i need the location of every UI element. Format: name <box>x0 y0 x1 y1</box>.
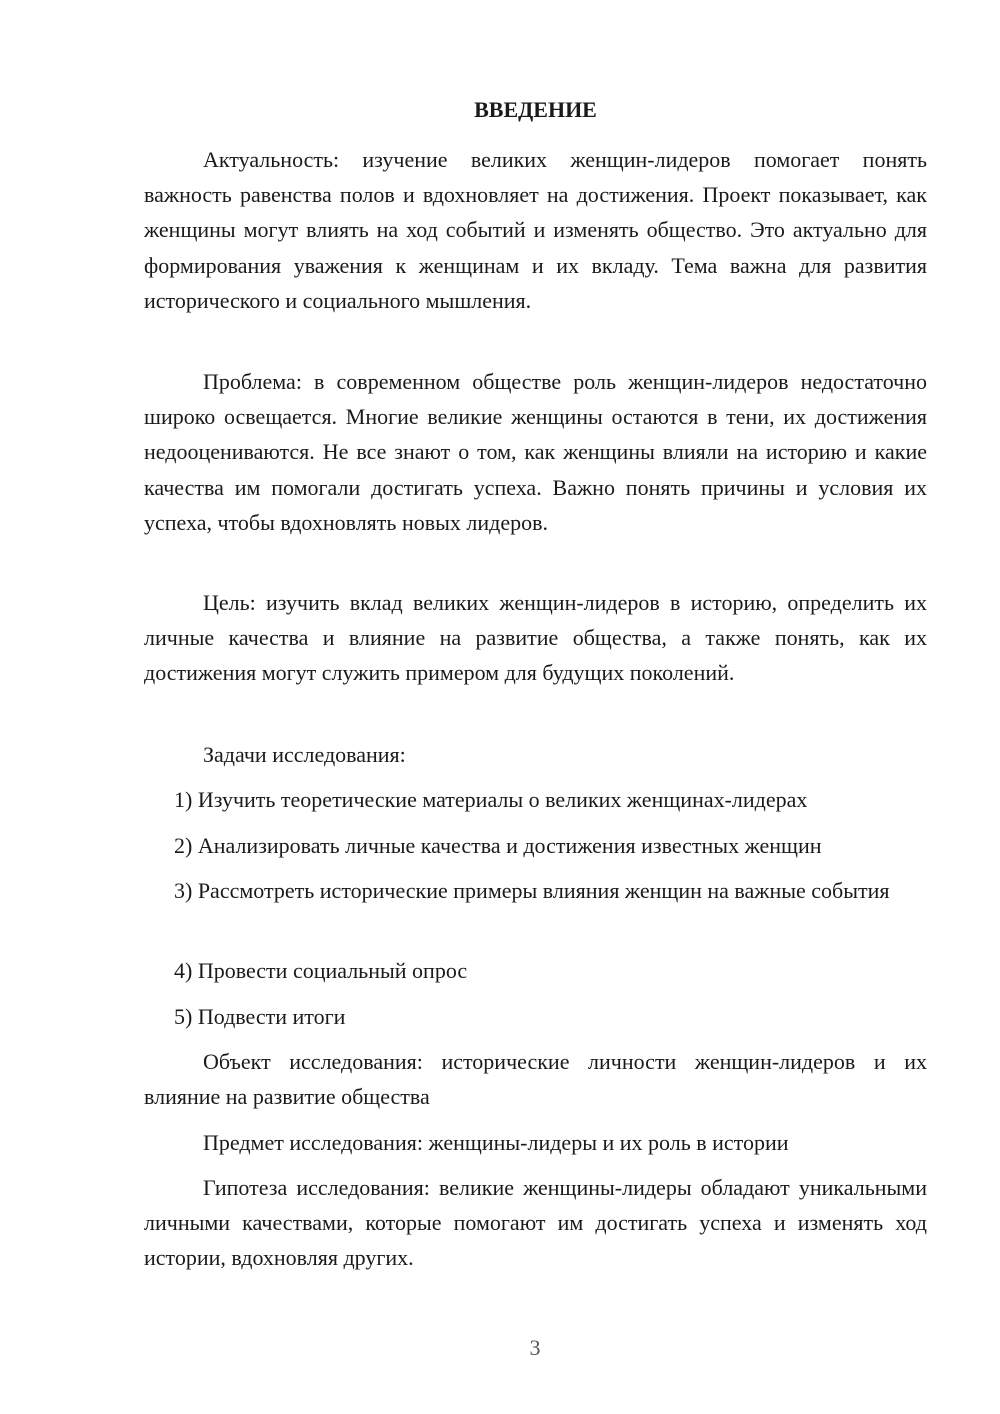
task-list-item <box>144 782 927 817</box>
relevance-paragraph: Актуальность: изучение великих женщин-лидеров помогает понять важность равенства полов и вдохновляет на достижения. Проект показывает, как женщины могут влиять на ход событий и изменять общество. Это актуально для формирования уважения к женщинам и их вкладу. Тема важна для развития исторического и социального мышления. <box>144 147 927 313</box>
task-item-1: 1) Изучить теоретические материалы о великих женщинах-лидерах <box>174 787 808 812</box>
goal-paragraph: Цель: изучить вклад великих женщин-лидеров в историю, определить их личные качества и влияние на развитие общества, а также понять, как их достижения могут служить примером для будущих поколений. <box>144 590 927 686</box>
hypothesis-section <box>144 1170 927 1276</box>
tasks-heading: Задачи исследования: <box>203 742 406 767</box>
subject-section <box>144 1125 927 1160</box>
object-section <box>144 1044 927 1114</box>
page-number: 3 <box>529 1335 541 1360</box>
hypothesis-paragraph: Гипотеза исследования: великие женщины-лидеры обладают уникальными личными качествами, которые помогают им достигать успеха и изменять ход истории, вдохновляя других. <box>144 1175 927 1271</box>
task-list-item <box>144 953 927 988</box>
subject-paragraph: Предмет исследования: женщины-лидеры и их роль в истории <box>203 1130 789 1155</box>
task-item-4: 4) Провести социальный опрос <box>174 958 468 983</box>
problem-section <box>144 364 927 540</box>
relevance-section <box>144 142 927 318</box>
task-item-3: 3) Рассмотреть исторические примеры влияния женщин на важные события <box>174 878 890 903</box>
task-list-item <box>144 828 927 863</box>
task-list-item <box>144 873 927 908</box>
task-list-item <box>144 999 927 1034</box>
problem-paragraph: Проблема: в современном обществе роль женщин-лидеров недостаточно широко освещается. Многие великие женщины остаются в тени, их достижения недооцениваются. Не все знают о том, как женщины влияли на историю и какие качества им помогали достигать успеха. Важно понять причины и условия их успеха, чтобы вдохновлять новых лидеров. <box>144 369 927 535</box>
task-item-5: 5) Подвести итоги <box>174 1004 346 1029</box>
task-item-2: 2) Анализировать личные качества и достижения известных женщин <box>174 833 822 858</box>
goal-section <box>144 585 927 691</box>
tasks-heading-section <box>144 737 927 772</box>
object-paragraph: Объект исследования: исторические личности женщин-лидеров и их влияние на развитие общества <box>144 1049 927 1110</box>
section-title: ВВЕДЕНИЕ <box>474 97 597 122</box>
